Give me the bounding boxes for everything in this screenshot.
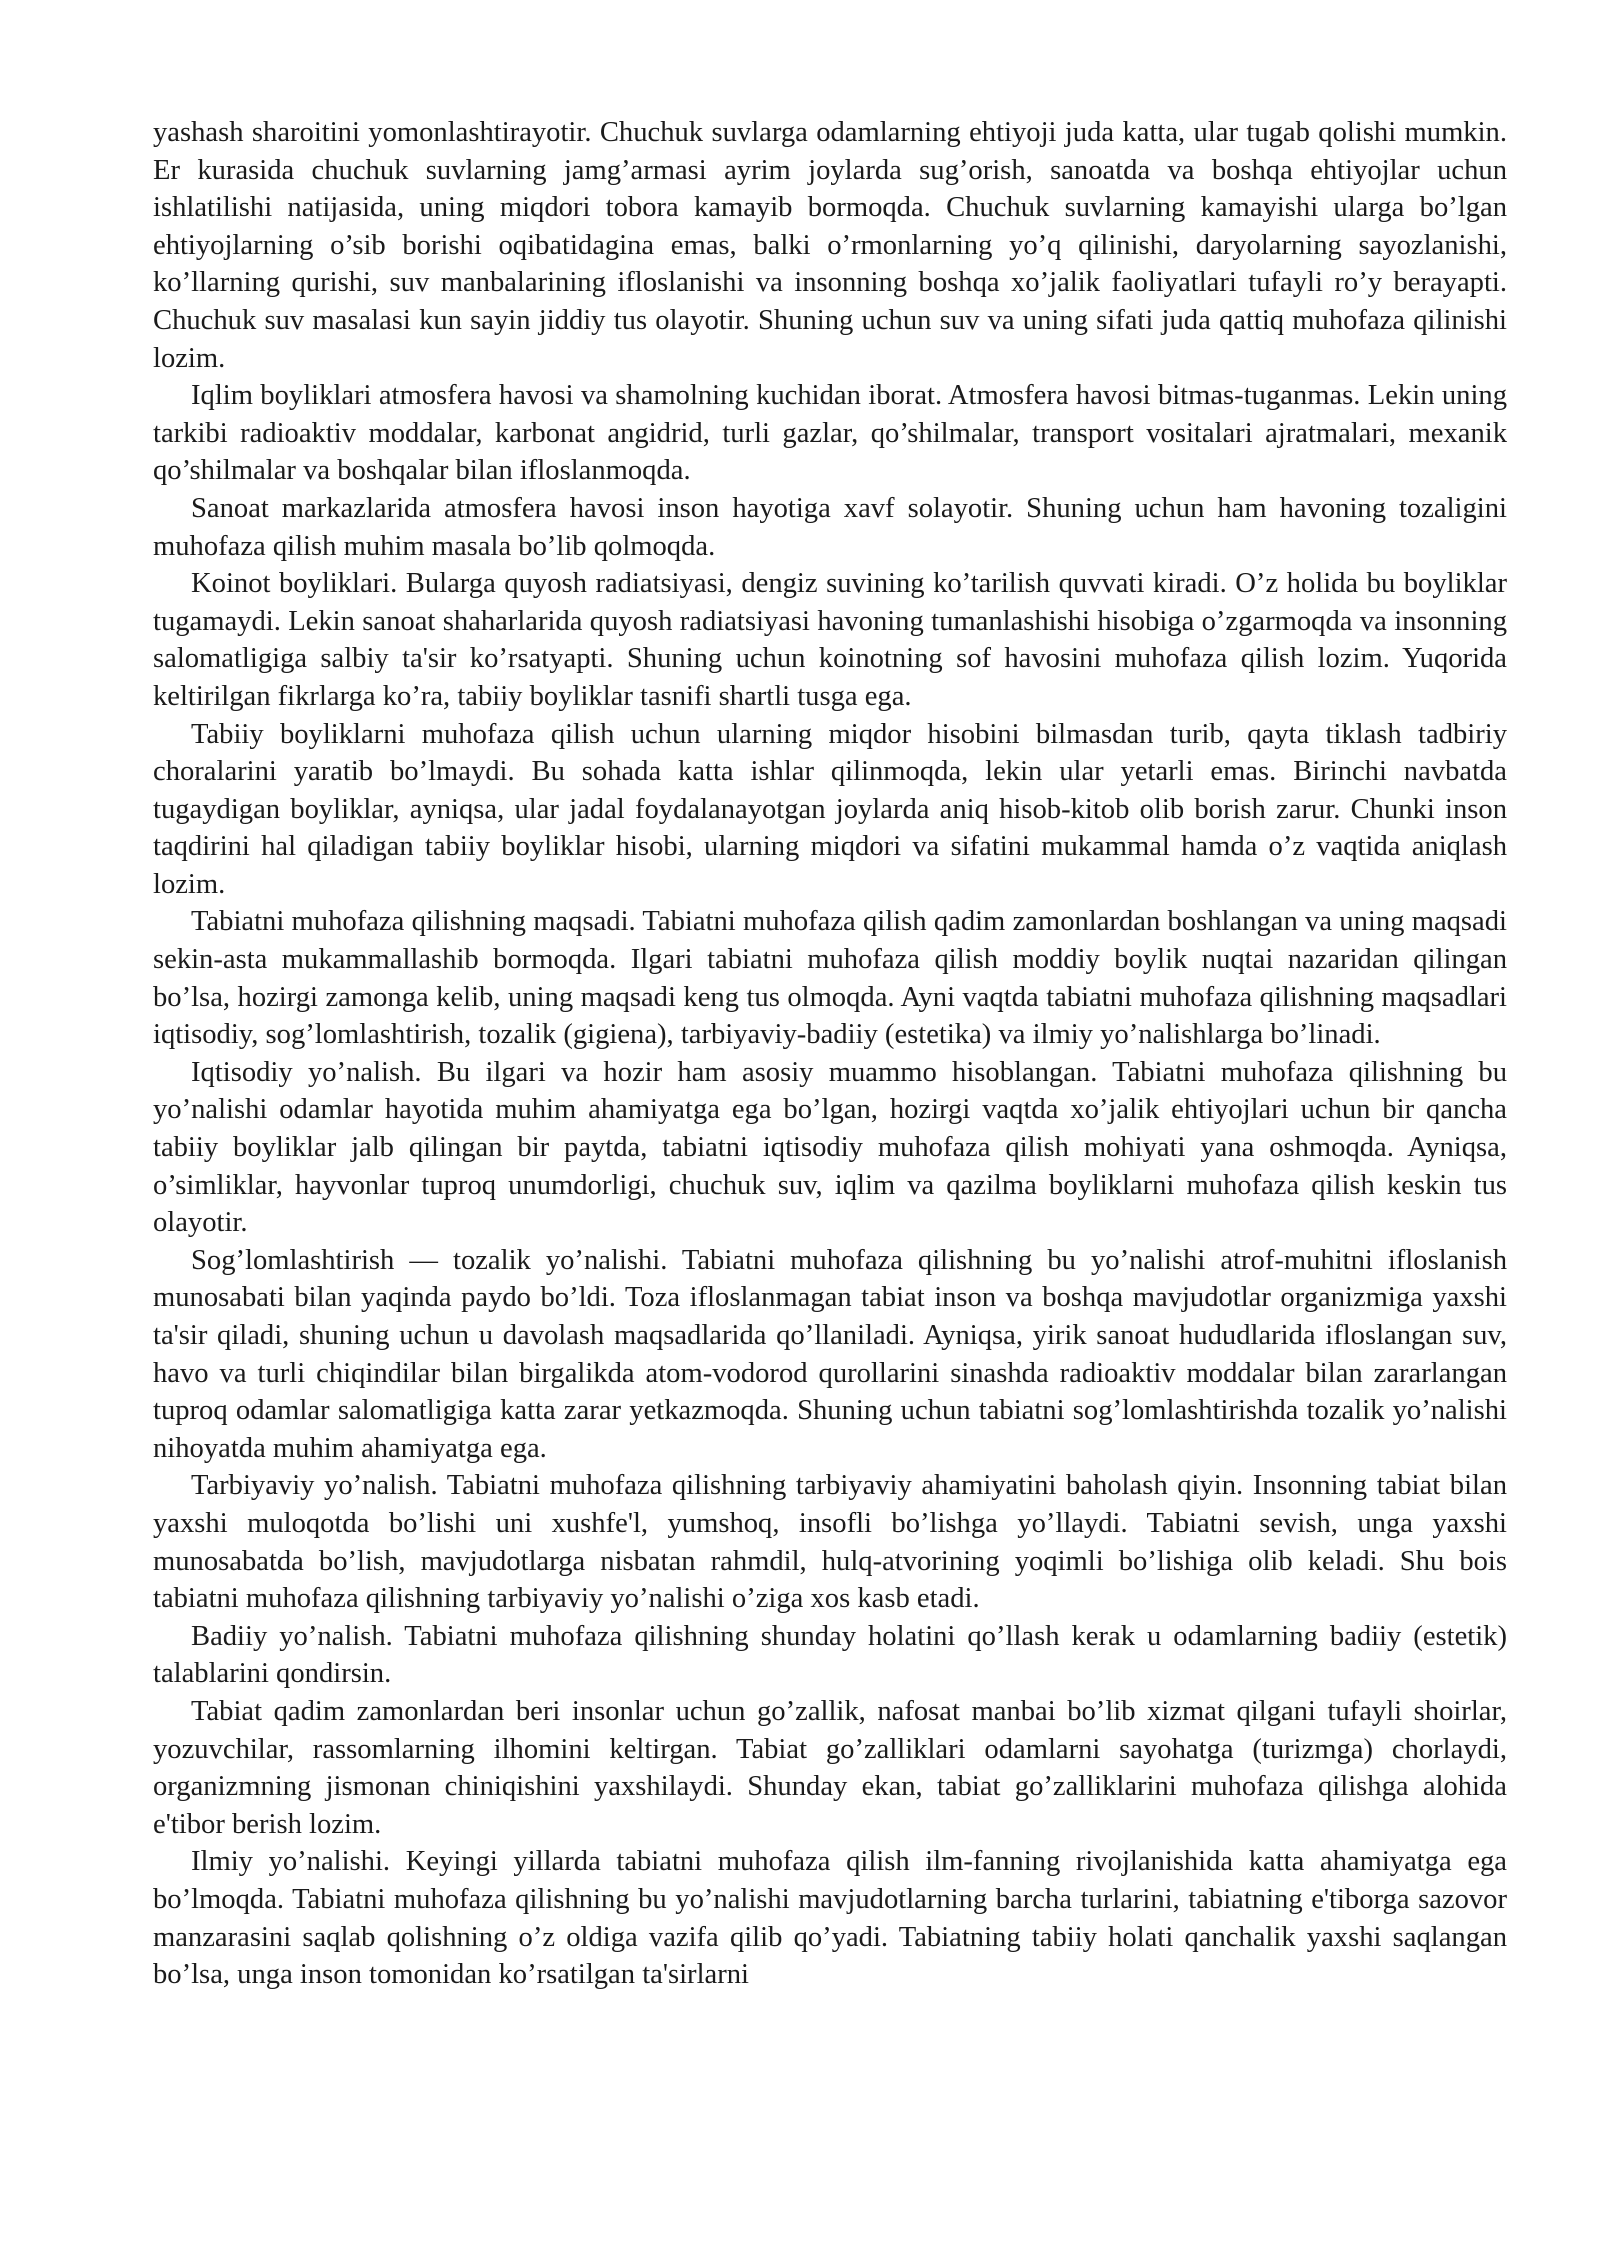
paragraph-health-direction: Sog’lomlashtirish — tozalik yo’nalishi. Tabiatni muhofaza qilishning bu yo’nalishi atrof-muhitni ifloslanish munosabati bilan yaqinda paydo bo’ldi. Toza ifloslanmagan tabiat inson va boshqa mavjudotlar organizmiga yaxshi ta'sir qiladi, shuning uchun u davolash maqsadlarida qo’llaniladi. Ayniqsa, yirik sanoat hududlarida ifloslangan suv, havo va turli chiqindilar bilan birgalikda atom-vodorod qurollarini sinashda radioaktiv moddalar bilan zararlangan tuproq odamlar salomatligiga katta zarar yetkazmoqda. Shuning uchun tabiatni sog’lomlashtirishda tozalik yo’nalishi nihoyatda muhim ahamiyatga ega.: [153, 1244, 1507, 1464]
paragraph-aesthetic-direction: Badiiy yo’nalish. Tabiatni muhofaza qilishning shunday holatini qo’llash kerak u odamlarning badiiy (estetik) talablarini qondirsin.: [153, 1620, 1507, 1690]
paragraph-resource-accounting: Tabiiy boyliklarni muhofaza qilish uchun ularning miqdor hisobini bilmasdan turib, qayta tiklash tadbiriy choralarini yaratib bo’lmaydi. Bu sohada katta ishlar qilinmoqda, lekin ular yetarli emas. Birinchi navbatda tugaydigan boyliklar, ayniqsa, ular jadal foydalanayotgan joylarda aniq hisob-kitob olib borish zarur. Chunki inson taqdirini hal qiladigan tabiiy boyliklar hisobi, ularning miqdori va sifatini mukammal hamda o’z vaqtida aniqlash lozim.: [153, 718, 1507, 900]
paragraph-cosmic-resources: Koinot boyliklari. Bularga quyosh radiatsiyasi, dengiz suvining ko’tarilish quvvati kiradi. O’z holida bu boyliklar tugamaydi. Lekin sanoat shaharlarida quyosh radiatsiyasi havoning tumanlashishi hisobiga o’zgarmoqda va insonning salomatligiga salbiy ta'sir ko’rsatyapti. Shuning uchun koinotning sof havosini muhofaza qilish lozim. Yuqorida keltirilgan fikrlarga ko’ra, tabiiy boyliklar tasnifi shartli tusga ega.: [153, 568, 1507, 712]
paragraph-economic-direction: Iqtisodiy yo’nalish. Bu ilgari va hozir ham asosiy muammo hisoblangan. Tabiatni muhofaza qilishning bu yo’nalishi odamlar hayotida muhim ahamiyatga ega bo’lgan, hozirgi vaqtda xo’jalik ehtiyojlari uchun bir qancha tabiiy boyliklar jalb qilingan bir paytda, tabiatni iqtisodiy muhofaza qilish mohiyati yana oshmoqda. Ayniqsa, o’simliklar, hayvonlar tuproq unumdorligi, chuchuk suv, iqlim va qazilma boyliklarni muhofaza qilish keskin tus olayotir.: [153, 1056, 1507, 1239]
paragraph-scientific-direction: Ilmiy yo’nalishi. Keyingi yillarda tabiatni muhofaza qilish ilm-fanning rivojlanishida katta ahamiyatga ega bo’lmoqda. Tabiatni muhofaza qilishning bu yo’nalishi mavjudotlarning barcha turlarini, tabiatning e'tiborga sazovor manzarasini saqlab qolishning o’z oldiga vazifa qilib qo’yadi. Tabiatning tabiiy holati qanchalik yaxshi saqlangan bo’lsa, unga inson tomonidan ko’rsatilgan ta'sirlarni: [153, 1846, 1507, 1991]
paragraph-climate-resources: Iqlim boyliklari atmosfera havosi va shamolning kuchidan iborat. Atmosfera havosi bitmas-tuganmas. Lekin uning tarkibi radioaktiv moddalar, karbonat angidrid, turli gazlar, qo’shilmalar, transport vositalari ajratmalari, mexanik qo’shilmalar va boshqalar bilan ifloslanmoqda.: [153, 380, 1507, 487]
paragraph-industrial-centers: Sanoat markazlarida atmosfera havosi inson hayotiga xavf solayotir. Shuning uchun ham havoning tozaligini muhofaza qilish muhim masala bo’lib qolmoqda.: [153, 492, 1507, 562]
document-page: [153, 114, 1507, 1994]
paragraph-nature-beauty: Tabiat qadim zamonlardan beri insonlar uchun go’zallik, nafosat manbai bo’lib xizmat qilgani tufayli shoirlar, yozuvchilar, rassomlarning ilhomini keltirgan. Tabiat go’zalliklari odamlarni sayohatga (turizmga) chorlaydi, organizmning jismonan chiniqishini yaxshilaydi. Shunday ekan, tabiat go’zalliklarini muhofaza qilishga alohida e'tibor berish lozim.: [153, 1695, 1507, 1840]
paragraph-educational-direction: Tarbiyaviy yo’nalish. Tabiatni muhofaza qilishning tarbiyaviy ahamiyatini baholash qiyin. Insonning tabiat bilan yaxshi muloqotda bo’lishi uni xushfe'l, yumshoq, insofli bo’lishga yo’llaydi. Tabiatni sevish, unga yaxshi munosabatda bo’lish, mavjudotlarga nisbatan rahmdil, hulq-atvorining yoqimli bo’lishiga olib keladi. Shu bois tabiatni muhofaza qilishning tarbiyaviy yo’nalishi o’ziga xos kasb etadi.: [153, 1470, 1507, 1615]
paragraph-protection-purpose: Tabiatni muhofaza qilishning maqsadi. Tabiatni muhofaza qilish qadim zamonlardan boshlangan va uning maqsadi sekin-asta mukammallashib bormoqda. Ilgari tabiatni muhofaza qilish moddiy boylik nuqtai nazaridan qilingan bo’lsa, hozirgi zamonga kelib, uning maqsadi keng tus olmoqda. Ayni vaqtda tabiatni muhofaza qilishning maqsadlari iqtisodiy, sog’lomlashtirish, tozalik (gigiena), tarbiyaviy-badiiy (estetika) va ilmiy yo’nalishlarga bo’linadi.: [153, 906, 1507, 1051]
paragraph-fresh-water: yashash sharoitini yomonlashtirayotir. Chuchuk suvlarga odamlarning ehtiyoji juda katta, ular tugab qolishi mumkin. Er kurasida chuchuk suvlarning jamg’armasi ayrim joylarda sug’orish, sanoatda va boshqa ehtiyojlar uchun ishlatilishi natijasida, uning miqdori tobora kamayib bormoqda. Chuchuk suvlarning kamayishi ularga bo’lgan ehtiyojlarning o’sib borishi oqibatidagina emas, balki o’rmonlarning yo’q qilinishi, daryolarning sayozlanishi, ko’llarning qurishi, suv manbalarining ifloslanishi va insonning boshqa xo’jalik faoliyatlari tufayli ro’y berayapti. Chuchuk suv masalasi kun sayin jiddiy tus olayotir. Shuning uchun suv va uning sifati juda qattiq muhofaza qilinishi lozim.: [153, 117, 1507, 374]
